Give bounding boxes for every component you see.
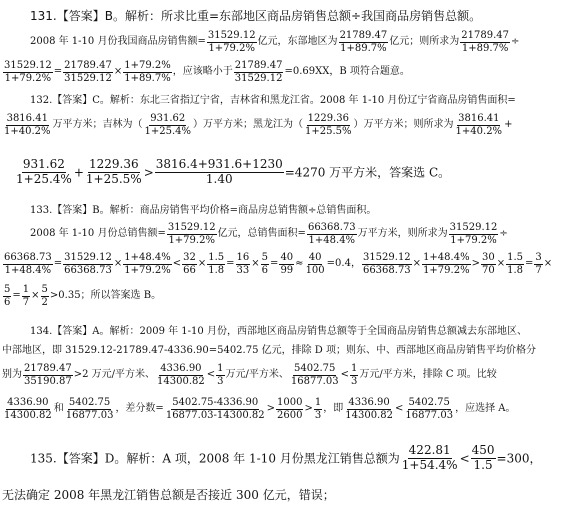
text: 别为 — [2, 369, 22, 380]
text: ÷ — [499, 228, 508, 239]
q131-line3 — [2, 60, 410, 84]
fraction: $\frac{1+79.2\%}{1+89.7\%}$ — [124, 60, 171, 84]
text: × — [543, 258, 553, 269]
fraction: $\frac{5402.75}{16877.03}$ — [405, 397, 454, 421]
text: = — [226, 258, 235, 269]
text: 万元/平方米、 — [225, 369, 289, 380]
text: ，应该略小于 — [172, 66, 233, 77]
text: > — [304, 403, 313, 414]
fraction: $\frac{1}{7}$ — [22, 284, 30, 308]
fraction: $\frac{3816.41}{1+40.2\%}$ — [4, 113, 51, 137]
text: 亿元，总销售面积= — [217, 228, 306, 239]
q135-line1 — [30, 444, 542, 473]
fraction: $\frac{5}{6}$ — [261, 252, 269, 276]
text: 2008 年 1-10 月份总销售额= — [30, 228, 166, 239]
fraction: $\frac{1+48.4\%}{1+79.2\%}$ — [124, 252, 171, 276]
fraction: $\frac{1229.36}{1+25.5\%}$ — [305, 113, 352, 137]
fraction: $\frac{21789.47}{1+89.7\%}$ — [339, 30, 388, 54]
fraction: $\frac{21789.47}{31529.12}$ — [64, 60, 112, 84]
text: = — [12, 290, 21, 301]
text: 135.【答案】D。解析：A 项，2008 年 1-10 月份黑龙江销售总额为 — [30, 451, 400, 466]
fraction: $\frac{1000}{2600}$ — [277, 397, 303, 421]
text: >2 万元/平方米、 — [73, 369, 156, 380]
q131-heading: 131.【答案】B。解析：所求比重=东部地区商品房销售总额÷我国商品房销售总额。 — [30, 9, 482, 23]
text: = — [53, 66, 63, 77]
fraction: $\frac{32}{66}$ — [183, 252, 196, 276]
text: ÷ — [511, 36, 520, 47]
text: < — [459, 451, 470, 466]
fraction: $\frac{3816.41}{1+40.2\%}$ — [455, 113, 503, 137]
fraction: $\frac{3}{7}$ — [535, 252, 542, 276]
q135-line2: 无法确定 2008 年黑龙江销售总额是否接近 300 亿元，错误； — [2, 488, 335, 502]
fraction: $\frac{66368.73}{1+48.4\%}$ — [307, 222, 356, 246]
text: × — [412, 258, 422, 269]
fraction: $\frac{1.5}{1.8}$ — [507, 252, 523, 276]
q133-line3 — [2, 252, 552, 276]
fraction: $\frac{31529.12}{1+79.2\%}$ — [167, 222, 216, 246]
text: 万平方米；吉林为（ — [52, 119, 143, 130]
fraction: $\frac{3816.4+931.6+1230}{1.40}$ — [155, 157, 283, 186]
text: 万平方米，则所求为 — [357, 228, 448, 239]
fraction: $\frac{1229.36}{1+25.5\%}$ — [85, 157, 142, 186]
text: > — [471, 258, 480, 269]
fraction: $\frac{450}{1.5}$ — [471, 443, 495, 472]
fraction: $\frac{422.81}{1+54.4\%}$ — [401, 443, 458, 472]
fraction: $\frac{21789.47}{31529.12}$ — [234, 60, 283, 84]
text: >0.35；所以答案选 B。 — [49, 290, 162, 301]
fraction: $\frac{1+48.4\%}{1+79.2\%}$ — [423, 252, 470, 276]
q134-line2: 中部地区，即 31529.12-21789.47-4336.90=5402.75 亿元，排除 D 项；则东、中、西部地区商品房销售平均价格分 — [2, 345, 537, 356]
fraction: $\frac{30}{70}$ — [481, 252, 495, 276]
text: = — [270, 258, 279, 269]
fraction: $\frac{5402.75}{16877.03}$ — [290, 363, 339, 387]
q133-line2 — [30, 222, 508, 246]
text: + — [504, 119, 513, 130]
text: < — [394, 403, 404, 414]
fraction: $\frac{4336.90}{14300.82}$ — [157, 363, 205, 387]
text: 亿元；则所求为 — [389, 36, 460, 47]
q133-line4 — [2, 284, 161, 308]
fraction: $\frac{5402.75}{16877.03}$ — [65, 397, 114, 421]
fraction: $\frac{40}{99}$ — [280, 252, 294, 276]
fraction: $\frac{40}{100}$ — [305, 252, 325, 276]
text: × — [496, 258, 506, 269]
text: ，即 — [323, 403, 344, 414]
text: × — [251, 258, 260, 269]
text: × — [113, 258, 123, 269]
fraction: $\frac{931.62}{1+25.4\%}$ — [16, 157, 72, 186]
text: < — [340, 369, 349, 380]
text: ，应选择 A。 — [455, 403, 516, 414]
fraction: $\frac{31529.12}{66368.73}$ — [362, 252, 411, 276]
q131-line2 — [30, 30, 519, 54]
fraction: $\frac{21789.47}{1+89.7\%}$ — [461, 30, 509, 54]
text: =0.69XX，B 项符合题意。 — [284, 66, 410, 77]
fraction: $\frac{31529.12}{66368.73}$ — [64, 252, 112, 276]
text: = — [525, 258, 534, 269]
fraction: $\frac{1}{3}$ — [350, 363, 358, 387]
fraction: $\frac{16}{33}$ — [236, 252, 250, 276]
text: =4270 万平方米，答案选 C。 — [284, 165, 451, 180]
text: > — [266, 403, 276, 414]
q134-line3 — [2, 363, 497, 387]
text: ）万平方米；则所求为 — [353, 119, 454, 130]
text: =0.4， — [326, 258, 361, 269]
fraction: $\frac{1}{3}$ — [217, 363, 224, 387]
text: 和 — [53, 403, 64, 414]
q134-line4 — [2, 397, 515, 421]
fraction: $\frac{1.5}{1.8}$ — [208, 252, 225, 276]
text: + — [73, 165, 84, 180]
text: × — [113, 66, 123, 77]
fraction: $\frac{31529.12}{1+79.2\%}$ — [207, 30, 256, 54]
fraction: $\frac{66368.73}{1+48.4\%}$ — [4, 252, 52, 276]
fraction: $\frac{5402.75-4336.90}{16877.03-14300.82}$ — [165, 397, 265, 421]
q132-line3 — [14, 158, 450, 187]
fraction: $\frac{31529.12}{1+79.2\%}$ — [4, 60, 52, 84]
text: × — [31, 290, 40, 301]
fraction: $\frac{931.62}{1+25.4\%}$ — [144, 113, 192, 137]
text: ≈ — [295, 258, 304, 269]
fraction: $\frac{4336.90}{14300.82}$ — [345, 397, 393, 421]
text: > — [143, 165, 154, 180]
text: ，差分数= — [115, 403, 164, 414]
q132-heading: 132.【答案】C。解析：东北三省指辽宁省，吉林省和黑龙江省。2008 年 1-10 月份辽宁省商品房销售面积= — [30, 95, 516, 106]
fraction: $\frac{1}{3}$ — [314, 397, 322, 421]
fraction: $\frac{5}{6}$ — [4, 284, 11, 308]
text: 万元/平方米，排除 C 项。比较 — [359, 369, 497, 380]
text: =300， — [496, 451, 542, 466]
q134-line1: 134.【答案】A。解析：2009 年 1-10 月份，西部地区商品房销售总额等于全国商品房销售总额减去东部地区、 — [30, 326, 527, 337]
text: 亿元，东部地区为 — [257, 36, 338, 47]
text: = — [53, 258, 63, 269]
text: ）万平方米；黑龙江为（ — [193, 119, 304, 130]
q132-line2 — [2, 113, 512, 137]
fraction: $\frac{21789.47}{35190.87}$ — [24, 363, 72, 387]
q133-heading: 133.【答案】B。解析：商品房销售平均价格=商品房总销售额÷总销售面积。 — [30, 205, 377, 216]
text: × — [197, 258, 207, 269]
text: < — [206, 369, 216, 380]
fraction: $\frac{5}{2}$ — [41, 284, 48, 308]
fraction: $\frac{4336.90}{14300.82}$ — [4, 397, 52, 421]
text: 2008 年 1-10 月份我国商品房销售额= — [30, 36, 206, 47]
text: < — [172, 258, 182, 269]
fraction: $\frac{31529.12}{1+79.2\%}$ — [449, 222, 498, 246]
